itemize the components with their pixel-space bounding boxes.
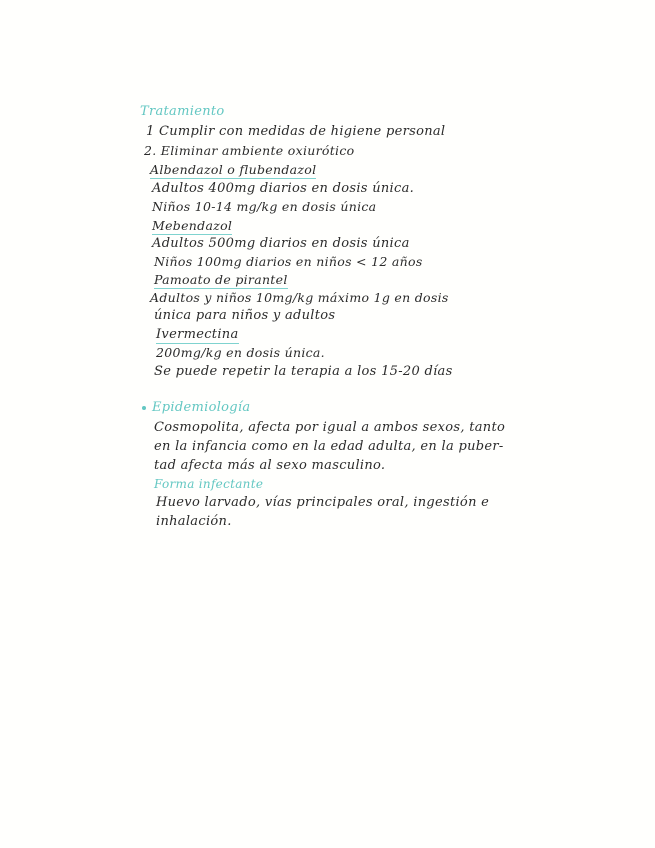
mebendazol-adultos: Adultos 500mg diarios en dosis única bbox=[152, 236, 410, 251]
epidemiologia-bullet bbox=[142, 406, 146, 410]
forma-infectante-heading: Forma infectante bbox=[154, 477, 264, 491]
epidemiologia-heading: Epidemiología bbox=[152, 400, 251, 415]
epidemiologia-line-3: tad afecta más al sexo masculino. bbox=[154, 458, 386, 473]
forma-infectante-line-2: inhalación. bbox=[156, 514, 232, 529]
pirantel-line-2: única para niños y adultos bbox=[154, 308, 336, 323]
tratamiento-item-2: 2. Eliminar ambiente oxiurótico bbox=[144, 143, 355, 158]
epidemiologia-line-1: Cosmopolita, afecta por igual a ambos sexos, tanto bbox=[154, 420, 506, 435]
ivermectina-line-2: Se puede repetir la terapia a los 15-20 días bbox=[154, 364, 453, 379]
ivermectina-line-1: 200mg/kg en dosis única. bbox=[156, 345, 325, 360]
albendazol-adultos: Adultos 400mg diarios en dosis única. bbox=[152, 181, 415, 196]
ivermectina-title: Ivermectina bbox=[156, 327, 239, 342]
epidemiologia-line-2: en la infancia como en la edad adulta, en la puber- bbox=[154, 439, 504, 454]
tratamiento-item-1: 1 Cumplir con medidas de higiene personal bbox=[146, 124, 446, 139]
albendazol-title: Albendazol o flubendazol bbox=[150, 162, 317, 177]
pirantel-line-1: Adultos y niños 10mg/kg máximo 1g en dosis bbox=[150, 290, 449, 305]
tratamiento-heading: Tratamiento bbox=[140, 104, 225, 119]
forma-infectante-line-1: Huevo larvado, vías principales oral, ingestión e bbox=[156, 495, 490, 510]
albendazol-ninos: Niños 10-14 mg/kg en dosis única bbox=[152, 199, 377, 214]
pirantel-title: Pamoato de pirantel bbox=[154, 272, 288, 287]
mebendazol-title: Mebendazol bbox=[152, 218, 233, 233]
mebendazol-ninos: Niños 100mg diarios en niños < 12 años bbox=[154, 254, 423, 269]
